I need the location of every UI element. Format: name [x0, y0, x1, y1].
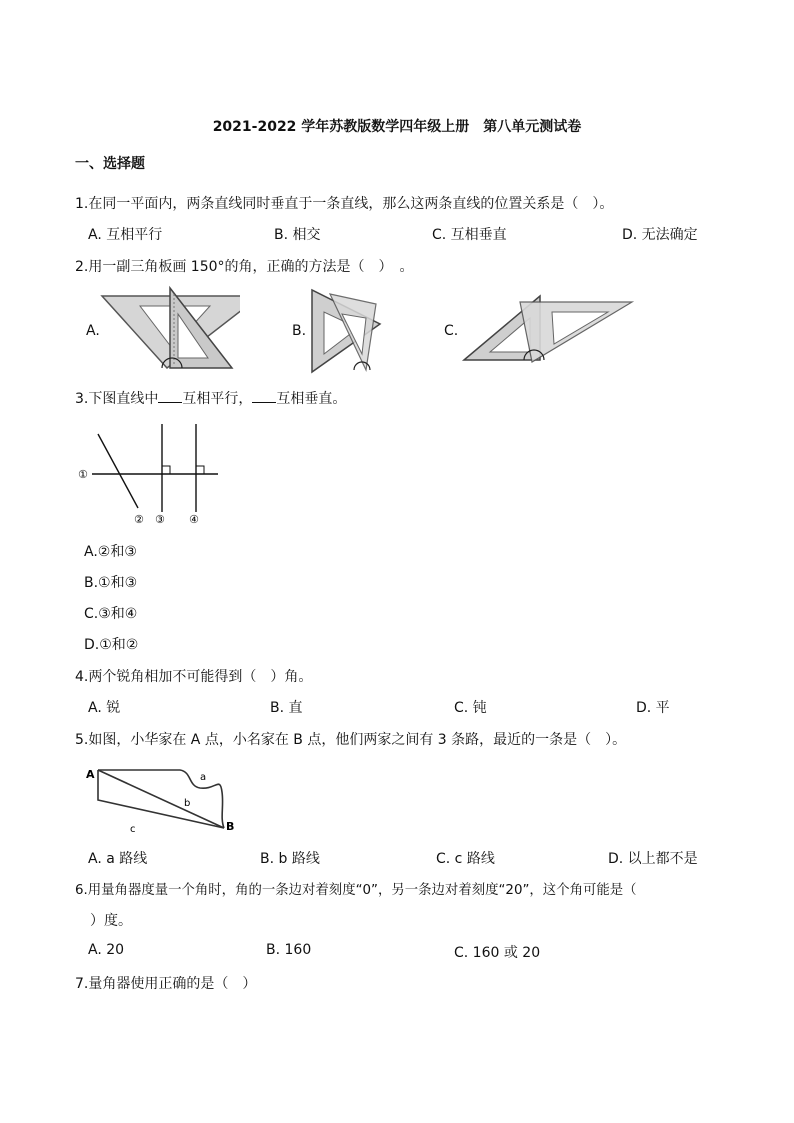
question-7-text: 7.量角器使用正确的是（ ）: [75, 976, 257, 992]
q5-route-figure: [84, 762, 244, 838]
q3-option-c[interactable]: C.③和④: [84, 606, 138, 622]
q4-option-d[interactable]: D. 平: [636, 700, 670, 716]
question-4-text: 4.两个锐角相加不可能得到（ ）角。: [75, 669, 313, 685]
q3-option-b[interactable]: B.①和③: [84, 575, 138, 591]
q3-blank-2[interactable]: [252, 390, 276, 403]
page-title: 2021-2022 学年苏教版数学四年级上册 第八单元测试卷: [212, 119, 582, 135]
q2-option-a[interactable]: A.: [86, 323, 100, 339]
q2-option-b[interactable]: B.: [292, 323, 307, 339]
q4-option-a[interactable]: A. 锐: [88, 700, 121, 716]
q3-lines-figure: [76, 420, 226, 530]
question-1-text: 1.在同一平面内，两条直线同时垂直于一条直线，那么这两条直线的位置关系是（ ）。: [75, 196, 614, 212]
q4-option-c[interactable]: C. 钝: [454, 700, 487, 716]
point-a-label: A: [86, 768, 95, 781]
line-label-1: ①: [78, 468, 88, 481]
line-label-3: ③: [155, 513, 165, 526]
route-c-label: c: [130, 824, 136, 835]
triangle-ruler-figure-b: [306, 284, 386, 380]
q1-option-b[interactable]: B. 相交: [274, 227, 321, 243]
triangle-ruler-figure-c: [460, 290, 636, 370]
q1-option-c[interactable]: C. 互相垂直: [432, 227, 507, 243]
line-label-4: ④: [189, 513, 199, 526]
q3-blank-1[interactable]: [158, 390, 182, 403]
question-3-text: [75, 388, 346, 408]
q5-option-d[interactable]: D. 以上都不是: [608, 851, 698, 867]
q1-option-a[interactable]: A. 互相平行: [88, 227, 163, 243]
q3-text-part-2: 互相平行，: [182, 391, 253, 407]
q6-option-a[interactable]: A. 20: [88, 942, 125, 958]
question-5-text: 5.如图，小华家在 A 点，小名家在 B 点，他们两家之间有 3 条路，最近的一条是（ ）。: [75, 732, 627, 748]
q3-text-part-1: 3.下图直线中: [75, 391, 159, 407]
q3-text-part-3: 互相垂直。: [276, 391, 347, 407]
q1-option-d[interactable]: D. 无法确定: [622, 227, 698, 243]
q5-option-c[interactable]: C. c 路线: [436, 851, 495, 867]
question-6-text-line-2: ）度。: [90, 913, 132, 929]
q6-option-b[interactable]: B. 160: [266, 942, 312, 958]
line-label-2: ②: [134, 513, 144, 526]
q3-option-d[interactable]: D.①和②: [84, 637, 139, 653]
question-2-text: 2.用一副三角板画 150°的角，正确的方法是（ ） 。: [75, 259, 414, 275]
triangle-ruler-figure-a: [100, 284, 240, 380]
point-b-label: B: [226, 820, 235, 833]
route-b-label: b: [184, 798, 191, 809]
q4-option-b[interactable]: B. 直: [270, 700, 303, 716]
q5-option-b[interactable]: B. b 路线: [260, 851, 320, 867]
q2-option-c[interactable]: C.: [444, 323, 459, 339]
q3-option-a[interactable]: A.②和③: [84, 544, 137, 560]
question-6-text-line-1: 6.用量角器度量一个角时，角的一条边对着刻度“0”，另一条边对着刻度“20”，这个角可能是（: [75, 883, 637, 898]
route-a-label: a: [200, 772, 207, 783]
q5-option-a[interactable]: A. a 路线: [88, 851, 148, 867]
section-heading: 一、选择题: [75, 156, 145, 172]
q6-option-c[interactable]: C. 160 或 20: [454, 945, 541, 961]
